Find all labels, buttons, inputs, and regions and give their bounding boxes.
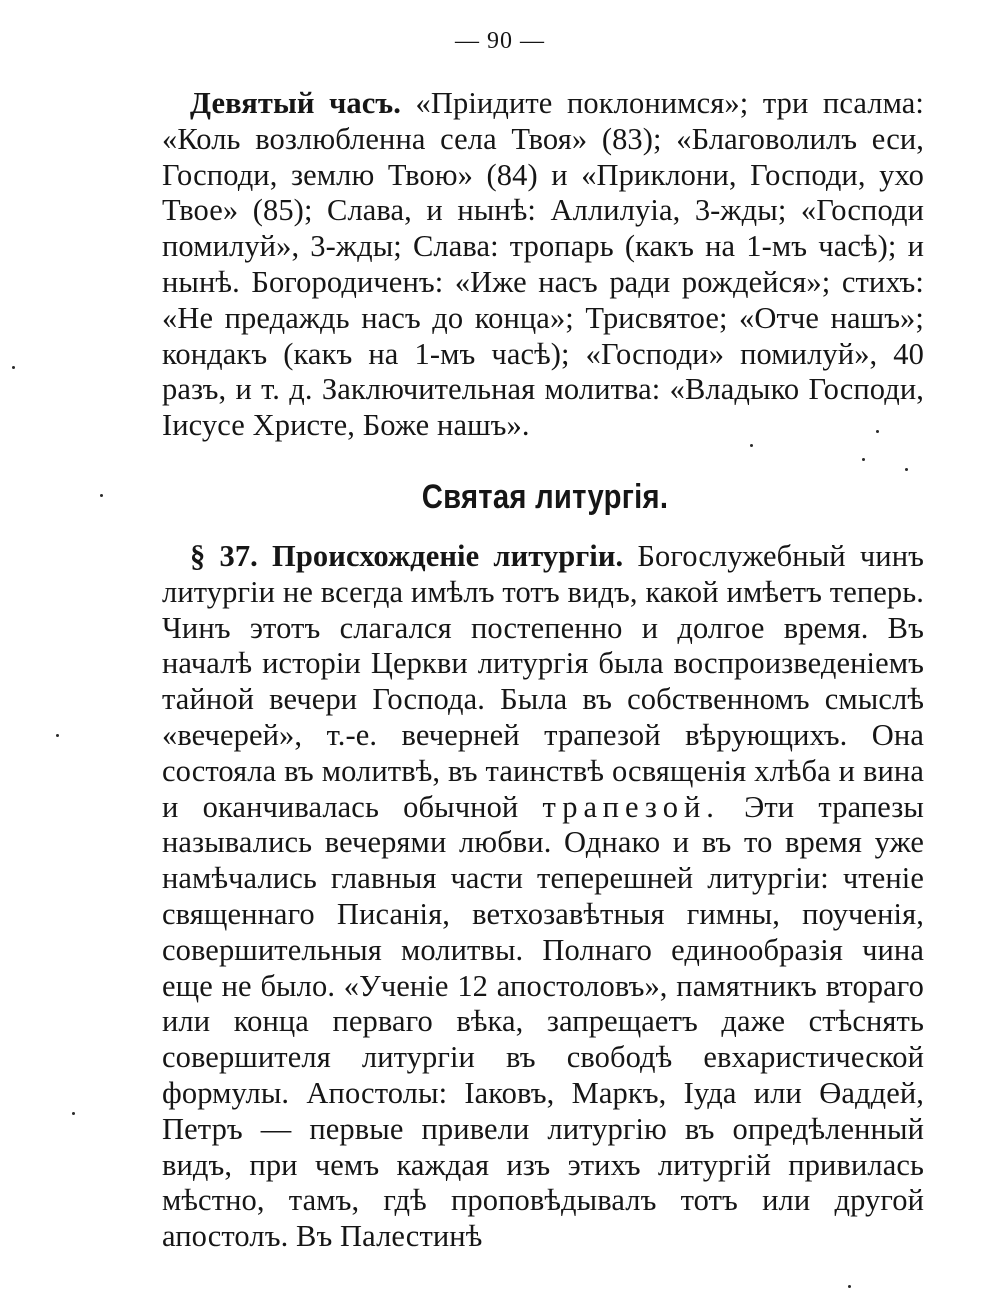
scan-speck: [12, 366, 15, 369]
ninth-hour-paragraph: [162, 86, 924, 444]
section-37-spaced-word: трапезой.: [542, 789, 720, 824]
scan-speck: [876, 430, 879, 433]
scan-speck: [750, 444, 753, 447]
section-37-paragraph: [162, 539, 924, 1255]
scan-speck: [862, 458, 865, 461]
scan-speck: [56, 734, 59, 737]
scan-speck: [848, 1285, 851, 1288]
scan-speck: [905, 468, 908, 471]
section-37-text-part-1: Богослужебный чинъ литургіи не всегда имѣлъ тотъ видъ, какой имѣетъ теперь. Чинъ этотъ слагался постепенно и долгое время. Въ началѣ исторіи Церкви литургія была воспроизведеніемъ тайной вечери Господа. Была въ собственномъ смыслѣ «вечерей», т.-е. вечерней трапезой вѣрующихъ. Она состояла въ молитвѣ, въ таинствѣ освященія хлѣба и вина и оканчивалась обычной: [162, 539, 924, 824]
page-number: — 90 —: [455, 28, 545, 54]
scan-speck: [100, 494, 103, 497]
ninth-hour-run-in: Девятый часъ.: [190, 86, 401, 120]
scan-speck: [72, 1112, 75, 1115]
section-37-run-in: § 37. Происхожденіе литургіи.: [190, 539, 624, 573]
section-heading: Святая литургія.: [421, 478, 669, 516]
section-37-text-part-2: Эти трапезы назывались вечерями любви. Однако и въ то время уже намѣчались главныя части теперешней литургіи: чтеніе священнаго Писанія, ветхозавѣтныя гимны, поученія, совершительныя молитвы. Полнаго единообразія чина еще не было. «Ученіе 12 апостоловъ», памятникъ втораго или конца перваго вѣка, запрещаетъ даже стѣснять совершителя литургіи въ свободѣ евхаристической формулы. Апостолы: Іаковъ, Маркъ, Іуда или Өаддей, Петръ — первые привели литургію въ опредѣленный видъ, при чемъ каждая изъ этихъ литургій привилась мѣстно, тамъ, гдѣ проповѣдывалъ тотъ или другой апостолъ. Въ Палестинѣ: [162, 789, 924, 1254]
ninth-hour-text: «Пріидите поклонимся»; три псалма: «Коль возлюбленна села Твоя» (83); «Благоволилъ еси, Господи, землю Твою» (84) и «Приклони, Господи, ухо Твое» (85); Слава, и нынѣ: Аллилуіа, 3-жды; «Господи помилуй», 3-жды; Слава: тропарь (какъ на 1-мъ часѣ); и нынѣ. Богородиченъ: «Иже насъ ради рождейся»; стихъ: «Не предаждь насъ до конца»; Трисвятое; «Отче нашъ»; кондакъ (какъ на 1-мъ часѣ); «Господи» помилуй», 40 разъ, и т. д. Заключительная молитва: «Владыко Господи, Іисусе Христе, Боже нашъ».: [162, 86, 924, 443]
